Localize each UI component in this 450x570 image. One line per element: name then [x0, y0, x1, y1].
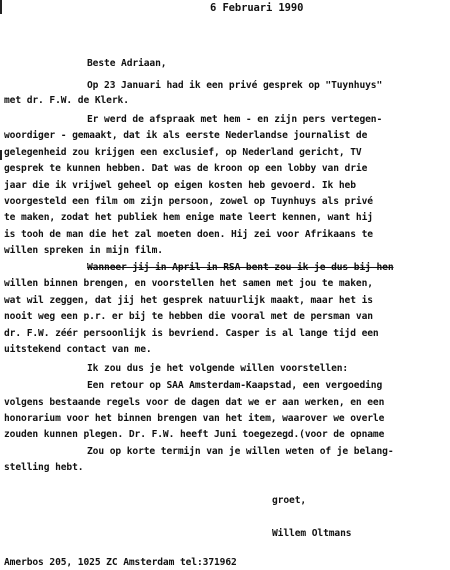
letter-line: uitstekend contact van me. [4, 344, 152, 355]
letter-line: Ik zou dus je het volgende willen voorstellen: [87, 363, 349, 374]
letter-line: Op 23 Januari had ik een privé gesprek op "Tuynhuys" [87, 80, 383, 91]
letter-line: wat wil zeggen, dat jij het gesprek natuurlijk maakt, maar het is [4, 295, 373, 306]
letter-line: te maken, zodat het publiek hem enige mate leert kennen, want hij [4, 212, 373, 223]
letter-line: woordiger - gemaakt, dat ik als eerste Nederlandse journalist de [4, 130, 368, 141]
letter-line: honorarium voor het binnen brengen van het item, waarover we overle [4, 413, 385, 424]
letter-line: zouden kunnen plegen. Dr. F.W. heeft Juni toegezegd.(voor de opname [4, 429, 385, 440]
closing: groet, [272, 495, 307, 506]
footer-address: Amerbos 205, 1025 ZC Amsterdam tel:371962 [4, 557, 237, 568]
letter-line: Er werd de afspraak met hem - en zijn pers vertegen- [87, 114, 383, 125]
letter-line: dr. F.W. zéér persoonlijk is bevriend. Casper is al lange tijd een [4, 328, 379, 339]
salutation: Beste Adriaan, [87, 58, 167, 69]
letter-line: is tooh de man die het zal moeten doen. Hij zei voor Afrikaans te [4, 229, 373, 240]
scan-edge-mark [0, 150, 2, 160]
letter-line: Wanneer jij in April in RSA bent zou ik je dus bij hen [87, 262, 394, 273]
letter-line: nooit weg een p.r. er bij te hebben die vooral met de persman van [4, 311, 373, 322]
letter-line: jaar die ik vrijwel geheel op eigen kosten heb gevoerd. Ik heb [4, 180, 356, 191]
letter-line: Zou op korte termijn van je willen weten of je belang- [87, 446, 394, 457]
letter-line: voorgesteld een film om zijn persoon, zowel op Tuynhuys als privé [4, 196, 373, 207]
letter-line: willen spreken in mijn film. [4, 245, 163, 256]
letter-line: met dr. F.W. de Klerk. [4, 95, 129, 106]
signature: Willem Oltmans [272, 528, 352, 539]
letter-line: Een retour op SAA Amsterdam-Kaapstad, een vergoeding [87, 380, 383, 391]
letter-line: gelegenheid zou krijgen een exclusief, op Nederland gericht, TV [4, 147, 362, 158]
letter-line: stelling hebt. [4, 462, 84, 473]
letter-line: volgens bestaande regels voor de dagen dat we er aan werken, en een [4, 397, 385, 408]
scan-edge-mark [0, 0, 2, 14]
letter-line: willen binnen brengen, en voorstellen het samen met jou te maken, [4, 278, 373, 289]
letter-line: gesprek te kunnen hebben. Dat was de kroon op een lobby van drie [4, 163, 368, 174]
letter-date: 6 Februari 1990 [210, 2, 304, 14]
